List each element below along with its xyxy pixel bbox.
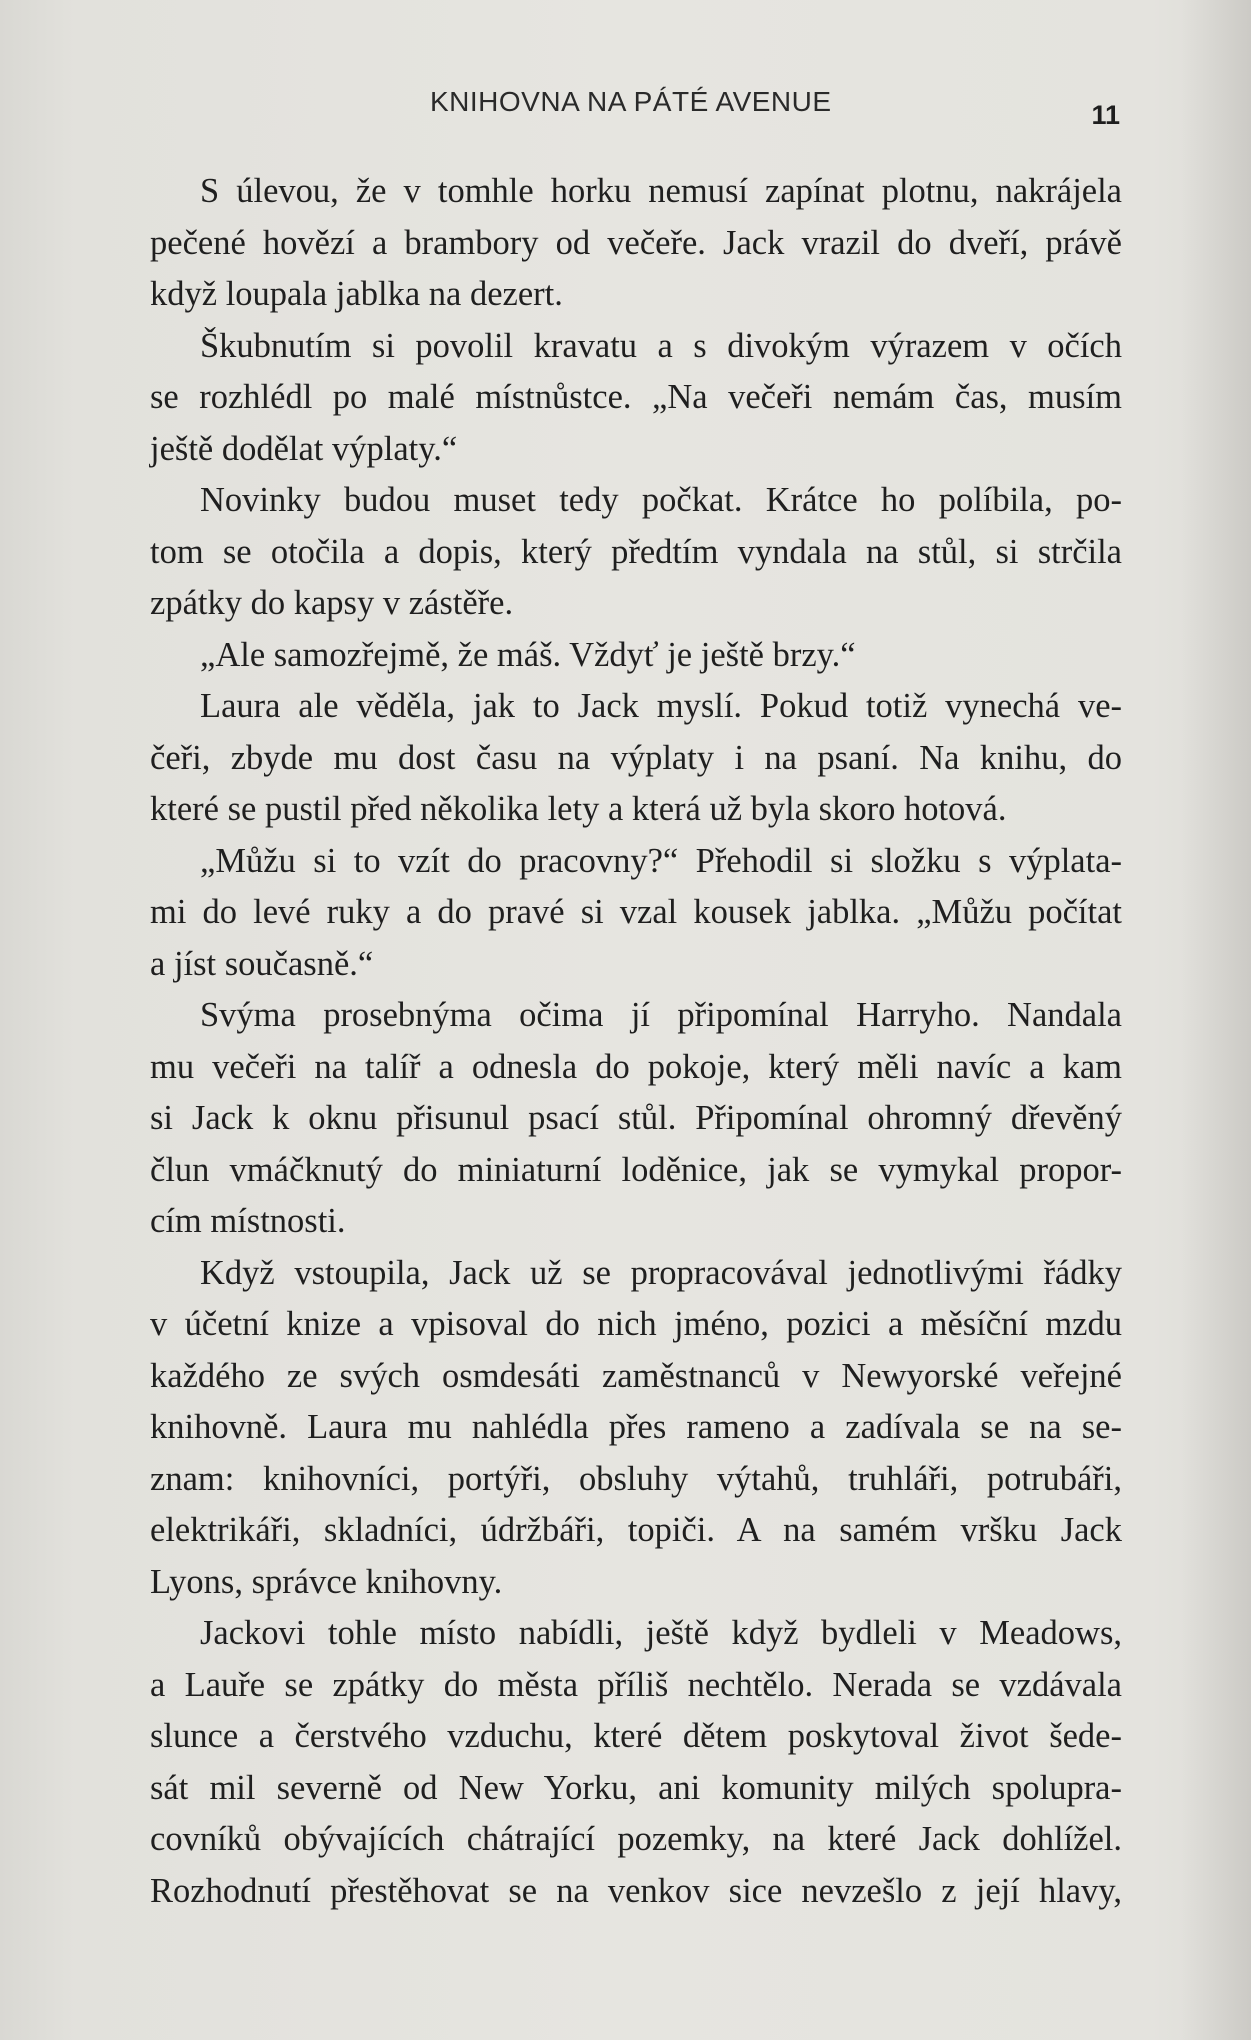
text-line: Svýma prosebnýma očima jí připomínal Harryho. Nandala <box>200 996 1122 1034</box>
text-line: v účetní knize a vpisoval do nich jméno, pozici a měsíční mzdu <box>150 1305 1122 1343</box>
text-line: pečené hovězí a brambory od večeře. Jack vrazil do dveří, právě <box>150 223 1122 262</box>
text-line: a jíst současně.“ <box>150 944 374 983</box>
paragraph <box>150 1608 1122 1917</box>
text-line: tom se otočila a dopis, který předtím vyndala na stůl, si strčila <box>150 532 1122 571</box>
text-line: když loupala jablka na dezert. <box>150 275 563 313</box>
running-header <box>150 86 1120 130</box>
text-line: zpátky do kapsy v zástěře. <box>150 584 514 622</box>
text-line: sát mil severně od New Yorku, ani komunity milých spolupra- <box>150 1768 1122 1807</box>
text-line: S úlevou, že v tomhle horku nemusí zapínat plotnu, nakrájela <box>200 172 1122 210</box>
text-line: si Jack k oknu přisunul psací stůl. Připomínal ohromný dřevěný <box>150 1099 1122 1137</box>
text-line: ještě dodělat výplaty.“ <box>150 429 458 468</box>
text-line: znam: knihovníci, portýři, obsluhy výtahů, truhláři, potrubáři, <box>150 1459 1122 1498</box>
text-line: Lyons, správce knihovny. <box>150 1562 503 1601</box>
paragraph <box>150 630 1122 682</box>
paragraph <box>150 836 1122 991</box>
text-line: Když vstoupila, Jack už se propracovával jednotlivými řádky <box>200 1253 1122 1292</box>
text-line: Škubnutím si povolil kravatu a s divokým výrazem v očích <box>200 326 1122 365</box>
paragraph <box>150 475 1122 630</box>
text-line: Jackovi tohle místo nabídli, ještě když bydleli v Meadows, <box>200 1614 1122 1652</box>
text-line: „Ale samozřejmě, že máš. Vždyť je ještě brzy.“ <box>200 635 856 674</box>
text-line: slunce a čerstvého vzduchu, které dětem poskytoval život šede- <box>150 1717 1122 1755</box>
text-line: covníků obývajících chátrající pozemky, na které Jack dohlížel. <box>150 1820 1122 1858</box>
paragraph <box>150 681 1122 836</box>
text-line: Rozhodnutí přestěhovat se na venkov sice nevzešlo z její hlavy, <box>150 1871 1122 1910</box>
text-line: elektrikáři, skladníci, údržbáři, topiči. A na samém vršku Jack <box>150 1511 1122 1549</box>
text-line: „Můžu si to vzít do pracovny?“ Přehodil si složku s výplata- <box>200 841 1122 880</box>
text-line: mi do levé ruky a do pravé si vzal kousek jablka. „Můžu počítat <box>150 893 1122 931</box>
body-text <box>150 166 1122 1917</box>
text-line: cím místnosti. <box>150 1202 346 1240</box>
text-line: Laura ale věděla, jak to Jack myslí. Pokud totiž vynechá ve- <box>200 687 1122 725</box>
text-line: se rozhlédl po malé místnůstce. „Na večeři nemám čas, musím <box>150 378 1122 416</box>
paragraph <box>150 321 1122 476</box>
text-line: čeři, zbyde mu dost času na výplaty i na psaní. Na knihu, do <box>150 738 1122 777</box>
page-number: 11 <box>1091 100 1120 130</box>
running-title: KNIHOVNA NA PÁTÉ AVENUE <box>430 86 832 117</box>
text-line: které se pustil před několika lety a která už byla skoro hotová. <box>150 790 1007 828</box>
paragraph <box>150 990 1122 1248</box>
text-line: a Lauře se zpátky do města příliš nechtělo. Nerada se vzdávala <box>150 1665 1122 1704</box>
paragraph <box>150 1248 1122 1609</box>
paragraph <box>150 166 1122 321</box>
text-line: každého ze svých osmdesáti zaměstnanců v Newyorské veřejné <box>150 1356 1122 1395</box>
text-line: mu večeři na talíř a odnesla do pokoje, který měli navíc a kam <box>150 1047 1122 1086</box>
text-line: knihovně. Laura mu nahlédla přes rameno a zadívala se na se- <box>150 1408 1122 1446</box>
text-line: člun vmáčknutý do miniaturní loděnice, jak se vymykal propor- <box>150 1150 1122 1189</box>
text-line: Novinky budou muset tedy počkat. Krátce ho políbila, po- <box>200 481 1122 519</box>
